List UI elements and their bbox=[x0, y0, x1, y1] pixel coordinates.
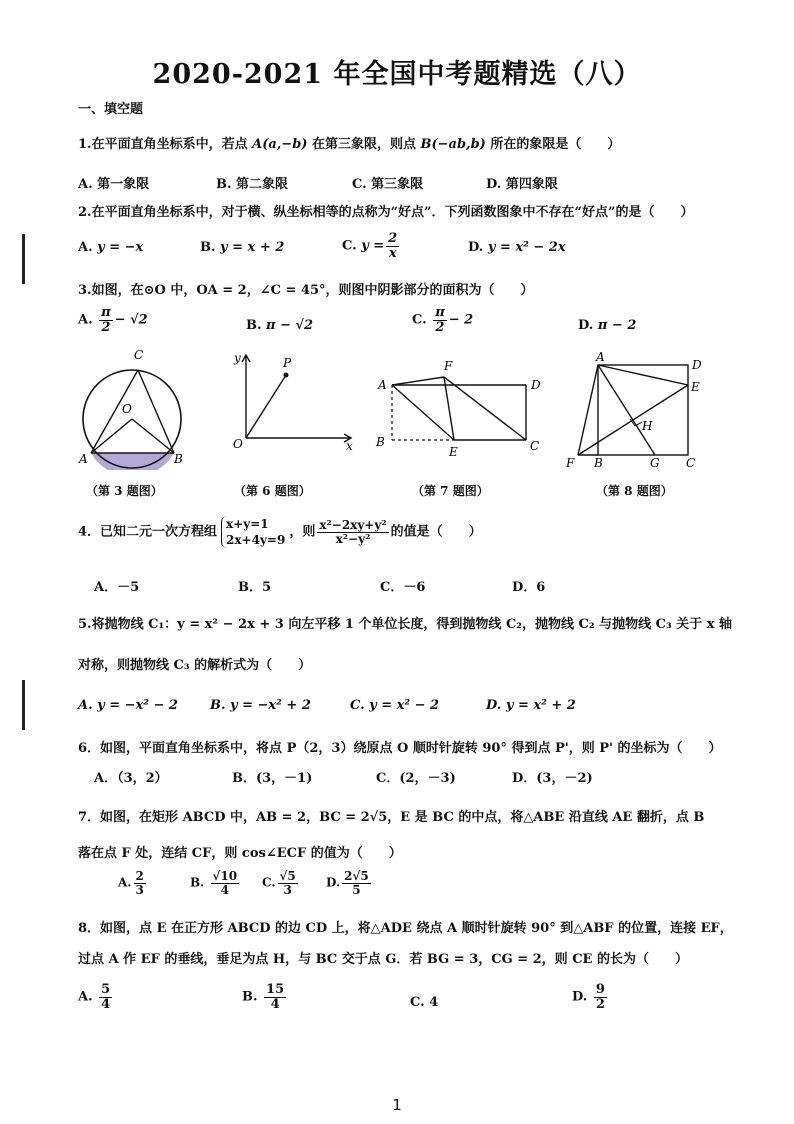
numerator: π bbox=[435, 305, 445, 320]
label-a: A bbox=[596, 350, 605, 364]
question-8-line-1: 8．如图，点 E 在正方形 ABCD 的边 CD 上，将△ADE 绕点 A 顺时针旋转 90° 到△ABF 的位置，连接 EF， bbox=[78, 921, 733, 936]
q2-option-c bbox=[342, 232, 401, 260]
option-expr: − √2 bbox=[114, 312, 148, 328]
square-abcd bbox=[598, 365, 688, 455]
option-label: A. bbox=[78, 312, 93, 328]
label-f: F bbox=[444, 359, 453, 373]
denominator: 4 bbox=[270, 996, 280, 1012]
label-d: D bbox=[531, 378, 541, 392]
numerator: 5 bbox=[101, 982, 111, 997]
option-label: B. bbox=[246, 318, 262, 333]
label-d: D bbox=[692, 358, 702, 372]
q3-option-a bbox=[78, 306, 148, 334]
q8-option-a bbox=[78, 983, 114, 1011]
fraction bbox=[211, 870, 240, 896]
numerator: π bbox=[101, 305, 111, 320]
question-6: 6．如图，平面直角坐标系中，将点 P（2，3）绕原点 O 顺时针旋转 90° 得到点 P'，则 P' 的坐标为（ ） bbox=[78, 741, 722, 756]
q3-option-b bbox=[246, 318, 313, 333]
q7-option-b bbox=[190, 870, 241, 896]
figure-3 bbox=[66, 340, 206, 470]
fraction bbox=[342, 870, 371, 896]
fraction bbox=[99, 983, 112, 1011]
label-x: x bbox=[346, 439, 353, 453]
option-expr: π − 2 bbox=[597, 318, 637, 333]
q4-text: ，则 bbox=[289, 524, 316, 540]
segment-ae bbox=[392, 385, 454, 440]
question-7-line-1: 7．如图，在矩形 ABCD 中，AB = 2，BC = 2√5，E 是 BC 的中点，将△ABE 沿直线 AE 翻折，点 B bbox=[78, 810, 705, 825]
scan-mark bbox=[22, 680, 25, 730]
q1-option-c: C. 第三象限 bbox=[352, 177, 424, 192]
segment-ag bbox=[598, 365, 655, 455]
numerator: 15 bbox=[266, 982, 285, 997]
q7-option-a bbox=[118, 870, 148, 896]
option-label: D. bbox=[326, 875, 341, 890]
q8-option-b bbox=[242, 983, 288, 1011]
denominator: 5 bbox=[352, 882, 361, 897]
question-5-line-1: 5.将抛物线 C₁：y = x² − 2x + 3 向左平移 1 个单位长度，得到抛物线 C₂，抛物线 C₂ 与抛物线 C₃ 关于 x 轴 bbox=[78, 617, 732, 632]
numerator: 9 bbox=[595, 982, 605, 997]
q1-option-d: D. 第四象限 bbox=[486, 177, 558, 192]
q6-option-b: B．(3，－1) bbox=[232, 771, 313, 786]
q5-option-d: D. y = x² + 2 bbox=[486, 698, 576, 713]
label-c: C bbox=[686, 456, 696, 470]
question-7-line-2: 落在点 F 处，连结 CF，则 cos∠ECF 的值为（ ） bbox=[78, 846, 402, 861]
label-h: H bbox=[642, 419, 653, 433]
q1-point-a: A(a,−b) bbox=[252, 137, 308, 152]
fraction bbox=[594, 983, 607, 1011]
option-label: A. bbox=[78, 240, 93, 255]
option-expr: y = x + 2 bbox=[220, 240, 285, 255]
radius-ob bbox=[132, 419, 174, 453]
q8-option-d bbox=[572, 983, 609, 1011]
option-expr: y = x² − 2x bbox=[487, 240, 566, 255]
point-p bbox=[284, 373, 289, 378]
label-b: B bbox=[376, 435, 385, 449]
q4-option-c: C．－6 bbox=[380, 580, 426, 595]
question-1 bbox=[78, 133, 620, 152]
label-o: O bbox=[233, 437, 243, 451]
option-expr: π − √2 bbox=[266, 318, 314, 333]
denominator: 4 bbox=[220, 882, 229, 897]
numerator: x²−2xy+y² bbox=[319, 518, 387, 533]
q1-text: 在第三象限，则点 bbox=[307, 137, 421, 152]
denominator: 3 bbox=[135, 882, 144, 897]
fraction bbox=[317, 519, 388, 545]
fraction bbox=[99, 306, 113, 334]
label-o: O bbox=[122, 402, 132, 416]
equation-1: x+y=1 bbox=[226, 517, 269, 531]
label-c: C bbox=[530, 439, 540, 453]
segment-ae bbox=[598, 365, 688, 385]
q2-option-d bbox=[468, 240, 566, 255]
page-number: 1 bbox=[392, 1096, 402, 1114]
label-y: y bbox=[234, 351, 241, 365]
label-a: A bbox=[79, 452, 88, 466]
q6-option-a: A．（3，2） bbox=[94, 771, 168, 786]
question-3: 3.如图，在⊙O 中，OA = 2，∠C = 45°，则图中阴影部分的面积为（ ） bbox=[78, 283, 534, 298]
q1-option-a: A. 第一象限 bbox=[78, 177, 150, 192]
denominator: x²−y² bbox=[335, 531, 371, 546]
q5-option-b: B. y = −x² + 2 bbox=[210, 698, 311, 713]
equation-2: 2x+4y=9 bbox=[226, 533, 286, 548]
option-label: D. bbox=[468, 240, 484, 255]
option-expr: y = −x bbox=[97, 240, 144, 255]
q1-point-b: B(−ab,b) bbox=[420, 137, 486, 152]
q4-option-a: A．－5 bbox=[94, 580, 140, 595]
equation-system bbox=[221, 516, 285, 548]
q3-option-d bbox=[578, 318, 636, 333]
q4-text: 的值是（ ） bbox=[390, 524, 482, 540]
denominator: 2 bbox=[595, 996, 605, 1012]
fraction bbox=[386, 232, 399, 260]
option-label: A. bbox=[78, 989, 93, 1005]
section-heading: 一、填空题 bbox=[78, 102, 144, 117]
numerator: √10 bbox=[212, 869, 238, 883]
segment-fe bbox=[444, 377, 454, 440]
numerator: √5 bbox=[279, 869, 296, 883]
label-c: C bbox=[134, 348, 144, 362]
figure-8 bbox=[560, 350, 720, 470]
q4-text: 4．已知二元一次方程组 bbox=[78, 524, 218, 540]
option-label: C. bbox=[412, 312, 427, 328]
denominator: x bbox=[388, 245, 397, 261]
numerator: 2√5 bbox=[344, 869, 369, 883]
fraction bbox=[278, 870, 298, 896]
denominator: 2 bbox=[435, 319, 445, 335]
option-label: B. bbox=[242, 989, 258, 1005]
q4-option-d: D．6 bbox=[512, 580, 546, 595]
figure-8-caption: （第 8 题图） bbox=[596, 484, 673, 498]
option-label: C. bbox=[342, 238, 357, 254]
radius-oa bbox=[91, 419, 132, 453]
figure-6-caption: （第 6 题图） bbox=[234, 484, 311, 498]
q1-text: 1.在平面直角坐标系中，若点 bbox=[78, 137, 253, 152]
fraction bbox=[433, 306, 447, 334]
q5-option-c: C. y = x² − 2 bbox=[350, 698, 440, 713]
fraction bbox=[264, 983, 286, 1011]
q4-option-b: B．5 bbox=[238, 580, 272, 595]
label-p: P bbox=[283, 356, 292, 370]
q2-option-a bbox=[78, 240, 143, 255]
q2-option-b bbox=[200, 240, 284, 255]
denominator: 2 bbox=[101, 319, 111, 335]
q8-option-c: C. 4 bbox=[410, 995, 439, 1010]
option-label: C. bbox=[262, 875, 276, 890]
page-title: 2020-2021 年全国中考题精选（八） bbox=[152, 59, 642, 90]
denominator: 3 bbox=[283, 882, 292, 897]
label-b: B bbox=[594, 456, 603, 470]
q6-option-d: D．(3，－2) bbox=[512, 771, 593, 786]
question-4 bbox=[78, 516, 482, 548]
denominator: 4 bbox=[101, 996, 111, 1012]
figure-7-caption: （第 7 题图） bbox=[412, 484, 489, 498]
segment-af bbox=[392, 377, 444, 385]
label-e: E bbox=[691, 380, 700, 394]
question-8-line-2: 过点 A 作 EF 的垂线，垂足为点 H，与 BC 交于点 G．若 BG = 3，CG = 2，则 CE 的长为（ ） bbox=[78, 952, 688, 967]
scan-mark bbox=[22, 234, 25, 284]
figure-6 bbox=[224, 348, 364, 466]
option-label: A. bbox=[118, 875, 132, 890]
numerator: 2 bbox=[135, 869, 144, 883]
label-a: A bbox=[378, 378, 387, 392]
numerator: 2 bbox=[388, 231, 398, 246]
option-label: D. bbox=[572, 989, 588, 1005]
label-e: E bbox=[449, 445, 458, 459]
label-b: B bbox=[174, 452, 183, 466]
fraction bbox=[134, 870, 146, 896]
q7-option-c bbox=[262, 870, 300, 896]
q7-option-d bbox=[326, 870, 373, 896]
option-label: D. bbox=[578, 318, 594, 333]
q5-option-a: A. y = −x² − 2 bbox=[78, 698, 178, 713]
option-label: B. bbox=[200, 240, 216, 255]
q1-text: 所在的象限是（ ） bbox=[485, 137, 621, 152]
q3-option-c bbox=[412, 306, 473, 334]
option-label: B. bbox=[190, 875, 205, 890]
question-5-line-2: 对称，则抛物线 C₃ 的解析式为（ ） bbox=[78, 658, 312, 673]
figure-3-caption: （第 3 题图） bbox=[86, 484, 163, 498]
label-f: F bbox=[566, 456, 575, 470]
segment-op bbox=[246, 375, 286, 438]
segment-af bbox=[578, 365, 598, 455]
chord-bc bbox=[138, 370, 174, 453]
q6-option-c: C．(2，－3) bbox=[376, 771, 456, 786]
q1-option-b: B. 第二象限 bbox=[216, 177, 289, 192]
label-g: G bbox=[650, 456, 660, 470]
question-2: 2.在平面直角坐标系中，对于横、纵坐标相等的点称为“好点”．下列函数图象中不存在“好点”的是（ ） bbox=[78, 205, 694, 220]
figure-7 bbox=[372, 352, 550, 464]
option-expr: − 2 bbox=[448, 312, 474, 328]
option-expr: y = bbox=[361, 238, 385, 254]
segment-fc bbox=[444, 377, 526, 440]
